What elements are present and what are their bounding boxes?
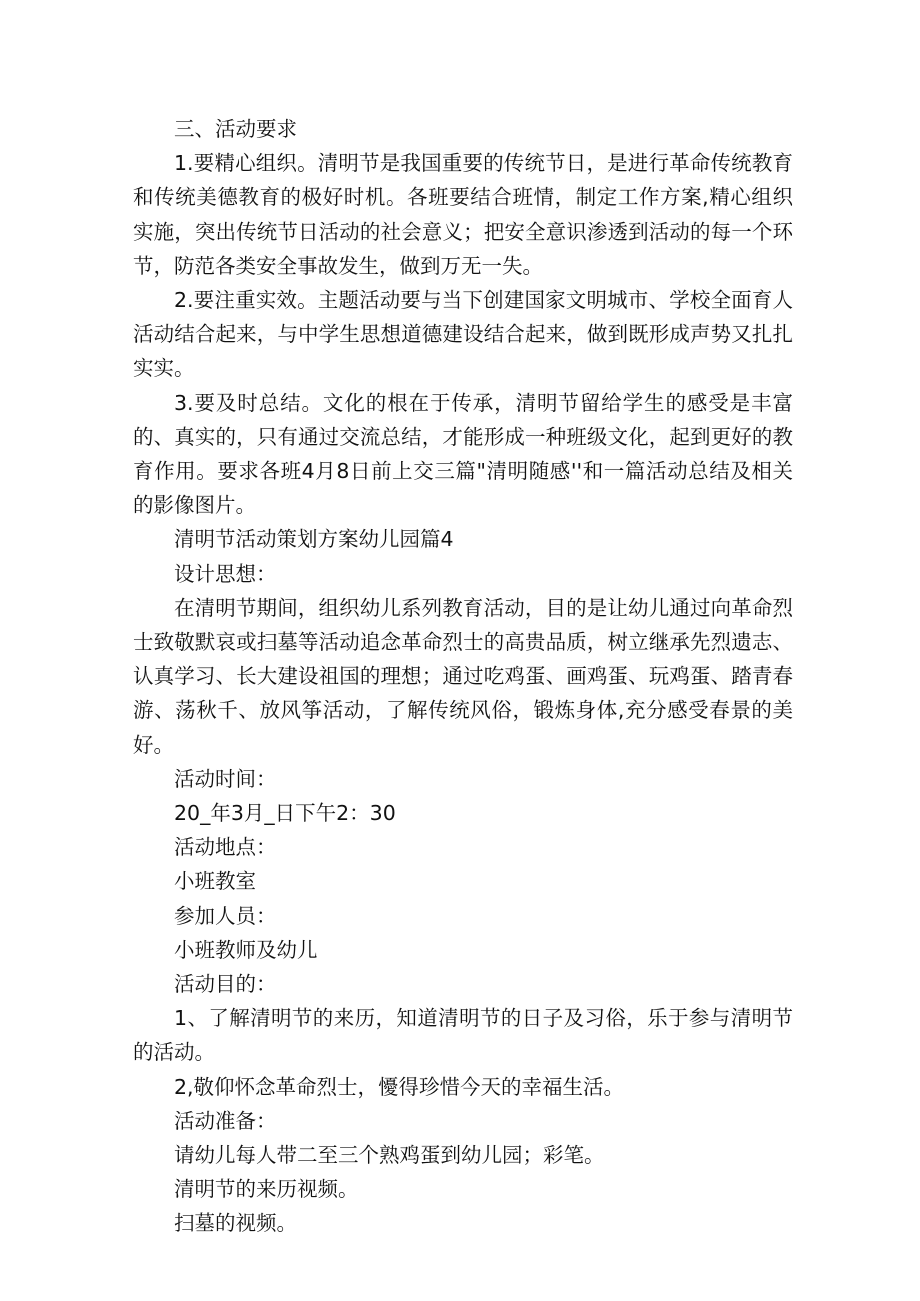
- paragraph-careful-organization: 1.要精心组织。清明节是我国重要的传统节日，是进行革命传统教育和传统美德教育的极好时机。各班要结合班情，制定工作方案,精心组织实施，突出传统节日活动的社会意义；把安全意识渗透到活动的每一个环节，防范各类安全事故发生，做到万无一失。: [133, 151, 793, 278]
- goal-item-1: 1、了解清明节的来历，知道清明节的日子及习俗，乐于参与清明节的活动。: [133, 1006, 793, 1065]
- section-heading-activity-requirements: 三、活动要求: [174, 117, 297, 141]
- paragraph-timely-summary: 3.要及时总结。文化的根在于传承，清明节留给学生的感受是丰富的、真实的，只有通过交流总结，才能形成一种班级文化，起到更好的教育作用。要求各班4月8日前上交三篇"清明随感''和一篇活动总结及相关的影像图片。: [133, 390, 793, 518]
- value-activity-time: 20_年3月_日下午2：30: [174, 801, 396, 825]
- paragraph-practical-effect: 2.要注重实效。主题活动要与当下创建国家文明城市、学校全面育人活动结合起来，与中学生思想道德建设结合起来，做到既形成声势又扎扎实实。: [133, 288, 793, 381]
- article-title-kindergarten-plan-4: 清明节活动策划方案幼儿园篇4: [174, 527, 454, 552]
- label-activity-goals: 活动目的：: [174, 971, 277, 996]
- label-participants: 参加人员：: [174, 903, 277, 928]
- label-activity-preparation: 活动准备：: [174, 1108, 277, 1133]
- preparation-item-tomb-sweeping-video: 扫墓的视频。: [174, 1211, 297, 1236]
- paragraph-design-idea: 在清明节期间，组织幼儿系列教育活动，目的是让幼儿通过向革命烈士致敬默哀或扫墓等活动追念革命烈士的高贵品质，树立继承先烈遗志、认真学习、长大建设祖国的理想；通过吃鸡蛋、画鸡蛋、玩鸡蛋、踏青春游、荡秋千、放风筝活动，了解传统风俗，锻炼身体,充分感受春景的美好。: [133, 595, 793, 757]
- document-body: [133, 112, 793, 1240]
- label-activity-time: 活动时间：: [174, 766, 277, 791]
- value-activity-location: 小班教室: [174, 869, 256, 894]
- preparation-item-eggs: 请幼儿每人带二至三个熟鸡蛋到幼儿园；彩笔。: [174, 1142, 605, 1167]
- label-activity-location: 活动地点：: [174, 835, 277, 860]
- label-design-idea: 设计思想：: [174, 561, 277, 586]
- preparation-item-origin-video: 清明节的来历视频。: [174, 1177, 359, 1202]
- value-participants: 小班教师及幼儿: [174, 937, 318, 962]
- goal-item-2: 2,敬仰怀念革命烈士，懮得珍惜今天的幸福生活。: [174, 1074, 625, 1099]
